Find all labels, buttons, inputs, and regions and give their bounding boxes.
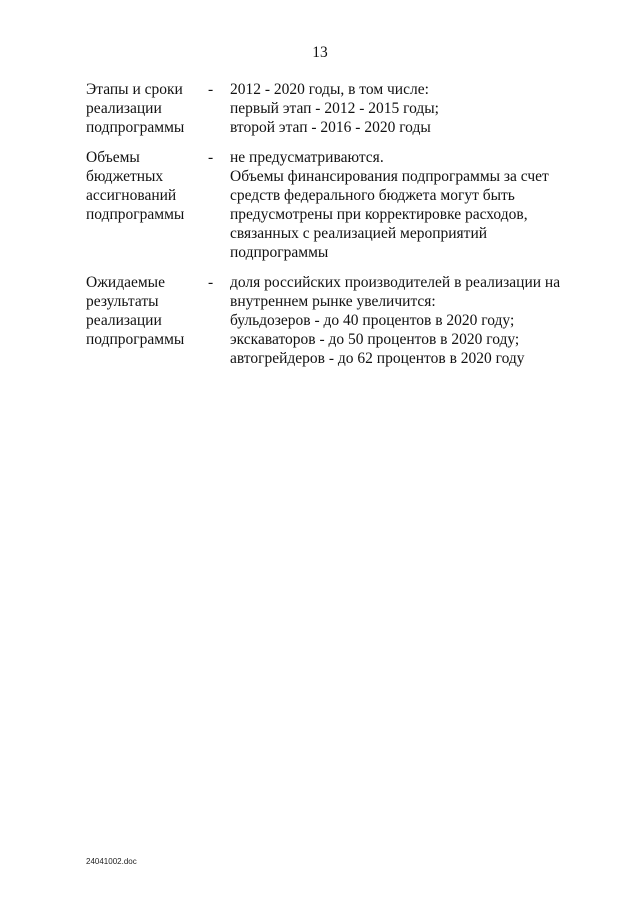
label-line: реализации — [86, 100, 162, 117]
row-label — [86, 273, 204, 349]
row-value — [230, 80, 570, 137]
label-line: подпрограммы — [86, 119, 185, 136]
document-filename-footer: 24041002.doc — [86, 857, 137, 866]
label-line: ассигнований — [86, 187, 177, 204]
row-dash: - — [208, 149, 214, 166]
value-line: связанных с реализацией мероприятий — [230, 225, 488, 242]
value-line: автогрейдеров - до 62 процентов в 2020 году — [230, 350, 525, 367]
row-label — [86, 80, 204, 137]
value-line: второй этап - 2016 - 2020 годы — [230, 119, 431, 136]
row-value — [230, 148, 570, 262]
row-budget-allocations — [86, 148, 566, 262]
row-dash: - — [208, 274, 214, 291]
value-line: внутреннем рынке увеличится: — [230, 293, 436, 310]
label-line: Этапы и сроки — [86, 81, 183, 98]
value-line: первый этап - 2012 - 2015 годы; — [230, 100, 439, 117]
label-line: подпрограммы — [86, 206, 185, 223]
value-line: 2012 - 2020 годы, в том числе: — [230, 81, 429, 98]
value-line: не предусматриваются. — [230, 149, 384, 166]
subprogram-passport-table — [86, 80, 566, 368]
label-line: бюджетных — [86, 168, 164, 185]
value-line: Объемы финансирования подпрограммы за счет — [230, 168, 549, 185]
value-line: бульдозеров - до 40 процентов в 2020 году; — [230, 312, 515, 329]
label-line: подпрограммы — [86, 331, 185, 348]
label-line: реализации — [86, 312, 162, 329]
label-line: результаты — [86, 293, 159, 310]
value-line: средств федерального бюджета могут быть — [230, 187, 515, 204]
row-value — [230, 273, 570, 368]
value-line: экскаваторов - до 50 процентов в 2020 году; — [230, 331, 520, 348]
row-dash: - — [208, 81, 214, 98]
row-expected-results — [86, 273, 566, 368]
page-number: 13 — [312, 44, 328, 61]
row-stages-and-terms — [86, 80, 566, 137]
value-line: доля российских производителей в реализации на — [230, 274, 561, 291]
value-line: подпрограммы — [230, 244, 329, 261]
label-line: Объемы — [86, 149, 140, 166]
label-line: Ожидаемые — [86, 274, 165, 291]
value-line: предусмотрены при корректировке расходов, — [230, 206, 528, 223]
row-label — [86, 148, 204, 224]
